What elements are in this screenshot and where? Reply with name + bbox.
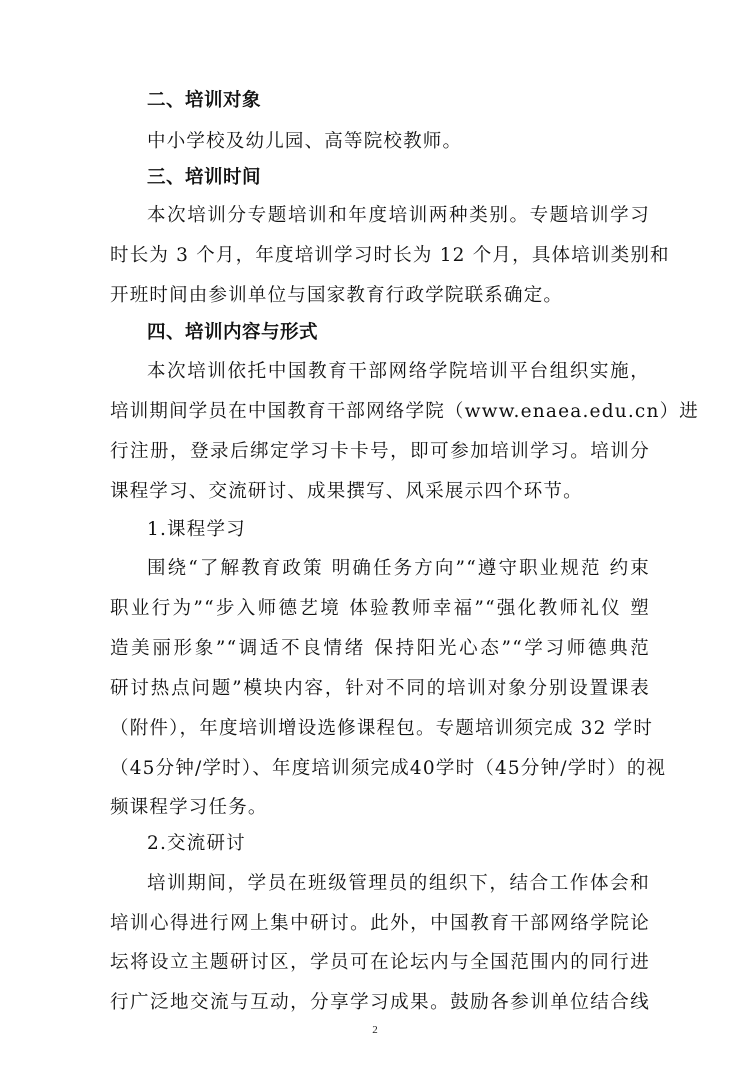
- subsection-heading-exchange-discussion: 2.交流研讨: [147, 833, 246, 854]
- paragraph-line: 造美丽形象”“调适不良情绪 保持阳光心态”“学习师德典范: [110, 638, 650, 659]
- paragraph-line: 时长为 3 个月，年度培训学习时长为 12 个月，具体培训类别和: [110, 245, 670, 266]
- paragraph-line: 课程学习、交流研讨、成果撰写、风采展示四个环节。: [110, 481, 583, 502]
- paragraph-line: 培训期间，学员在班级管理员的组织下，结合工作体会和: [147, 873, 650, 894]
- paragraph-line: 本次培训依托中国教育干部网络学院培训平台组织实施，: [147, 361, 650, 382]
- section-heading-training-content: 四、培训内容与形式: [147, 322, 319, 343]
- paragraph-line: 频课程学习任务。: [110, 797, 268, 818]
- paragraph-line: 行注册，登录后绑定学习卡卡号，即可参加培训学习。培训分: [110, 441, 650, 462]
- subsection-heading-course-study: 1.课程学习: [147, 519, 246, 540]
- paragraph-line: 研讨热点问题”模块内容，针对不同的培训对象分别设置课表: [110, 678, 650, 699]
- paragraph-line: 本次培训分专题培训和年度培训两种类别。专题培训学习: [147, 205, 650, 226]
- paragraph-line: 坛将设立主题研讨区，学员可在论坛内与全国范围内的同行进: [110, 952, 650, 973]
- paragraph-line: 中小学校及幼儿园、高等院校教师。: [147, 131, 463, 152]
- paragraph-line: 行广泛地交流与互动，分享学习成果。鼓励各参训单位结合线: [110, 992, 650, 1013]
- paragraph-line: 培训期间学员在中国教育干部网络学院（www.enaea.edu.cn）进: [110, 401, 700, 422]
- section-heading-training-time: 三、培训时间: [147, 167, 262, 188]
- section-heading-training-targets: 二、培训对象: [147, 90, 262, 111]
- paragraph-line: 职业行为”“步入师德艺境 体验教师幸福”“强化教师礼仪 塑: [110, 598, 650, 619]
- paragraph-line: （附件），年度培训增设选修课程包。专题培训须完成 32 学时: [110, 718, 654, 739]
- paragraph-line: 围绕“了解教育政策 明确任务方向”“遵守职业规范 约束: [147, 558, 650, 579]
- paragraph-line: 培训心得进行网上集中研讨。此外，中国教育干部网络学院论: [110, 913, 650, 934]
- page-number: 2: [372, 1024, 378, 1036]
- paragraph-line: 开班时间由参训单位与国家教育行政学院联系确定。: [110, 285, 564, 306]
- paragraph-line: （45分钟/学时）、年度培训须完成40学时（45分钟/学时）的视: [110, 758, 667, 779]
